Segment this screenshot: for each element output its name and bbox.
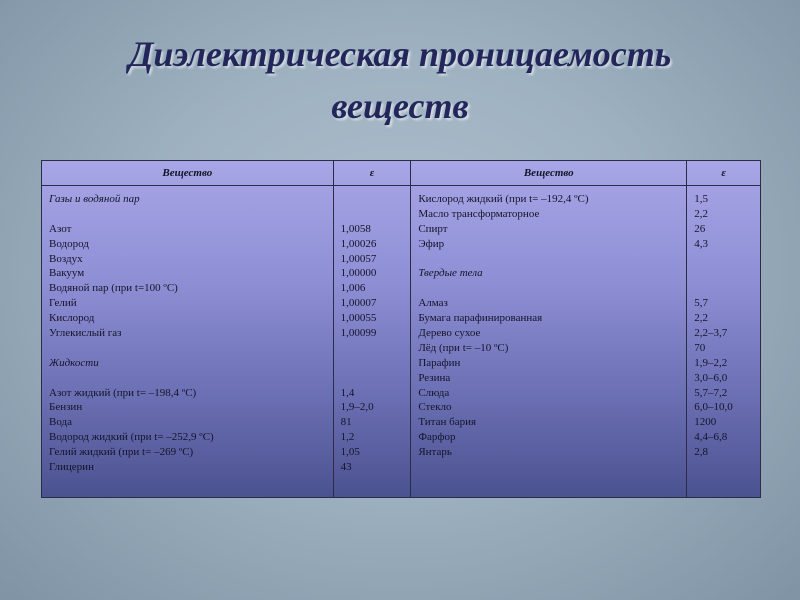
substance-name: Вакуум: [49, 267, 85, 280]
epsilon-value: 1,5: [694, 193, 708, 205]
spacer: [49, 371, 325, 386]
substance-name: Дерево сухое: [418, 327, 481, 340]
left-values-cell: [333, 186, 411, 498]
substance-name: Слюда: [418, 386, 450, 399]
epsilon-value: 43: [340, 461, 352, 474]
substance-name: Фарфор: [418, 431, 456, 444]
substance-name: Азот жидкий (при t= –198,4 ºС): [49, 386, 197, 399]
substance-name: Глицерин: [49, 461, 94, 474]
substance-name: Водяной пар (при t=100 ºС): [49, 282, 178, 295]
table-header-row: [42, 161, 760, 186]
epsilon-value: 1,0058: [340, 222, 371, 235]
slide-title: [0, 28, 800, 132]
header-epsilon-left: ε: [333, 161, 411, 186]
right-names-cell: [411, 186, 687, 498]
header-substance-left: Вещество: [42, 161, 333, 186]
epsilon-value: 1,00055: [340, 312, 377, 325]
substance-name: Вода: [49, 416, 72, 429]
epsilon-value: 2,8: [694, 446, 708, 459]
category-heading: Газы и водяной пар: [49, 193, 140, 205]
epsilon-value: 1,006: [340, 282, 366, 295]
epsilon-value: 4,3: [694, 237, 708, 250]
epsilon-value: [341, 356, 403, 371]
epsilon-value: 2,2: [694, 312, 708, 325]
substance-name: Кислород: [49, 312, 95, 325]
epsilon-value: [341, 192, 403, 207]
substance-name: Лёд (при t= –10 ºС): [418, 341, 509, 354]
title-line-1: Диэлектрическая проницаемость: [128, 34, 672, 74]
substance-name: Гелий жидкий (при t= –269 ºС): [49, 446, 194, 459]
substance-name: Бумага парафинированная: [418, 312, 543, 325]
substance-name: Гелий: [49, 297, 77, 310]
table-body-row: [42, 186, 760, 498]
substance-name: Углекислый газ: [49, 327, 122, 340]
epsilon-value: 70: [694, 341, 706, 354]
epsilon-value: 1,00026: [340, 237, 377, 250]
spacer: [341, 371, 403, 386]
substance-name: Масло трансформаторное: [418, 207, 540, 220]
title-line-2: веществ: [331, 86, 469, 126]
substance-name: Воздух: [49, 252, 83, 265]
right-values-cell: [687, 186, 760, 498]
header-substance-right: Вещество: [411, 161, 687, 186]
epsilon-value: 26: [694, 222, 706, 235]
substance-name: Стекло: [418, 401, 452, 414]
epsilon-value: 1,00007: [340, 297, 377, 310]
spacer: [418, 281, 678, 296]
epsilon-value: 1,9–2,2: [694, 356, 728, 369]
substance-name: Янтарь: [418, 446, 452, 459]
epsilon-value: 6,0–10,0: [694, 401, 733, 414]
substance-name: Спирт: [418, 222, 448, 235]
spacer: [49, 207, 325, 222]
substance-name: Кислород жидкий (при t= –192,4 ºС): [418, 193, 589, 205]
substance-name: Алмаз: [418, 297, 448, 310]
epsilon-value: 1,00057: [340, 252, 377, 265]
spacer: [418, 252, 678, 267]
epsilon-value: 1,00000: [340, 267, 377, 280]
substance-name: Парафин: [418, 356, 461, 369]
epsilon-value: 1,4: [340, 386, 355, 399]
epsilon-value: 1,00099: [340, 327, 377, 340]
epsilon-value: 1200: [694, 416, 717, 429]
substance-name: Водород: [49, 237, 89, 250]
epsilon-value: 2,2–3,7: [694, 327, 728, 340]
substance-name: Азот: [49, 222, 72, 235]
spacer: [49, 341, 325, 356]
substance-name: Бензин: [49, 401, 83, 414]
epsilon-value: 4,4–6,8: [694, 431, 728, 444]
epsilon-value: 1,2: [340, 431, 355, 444]
permittivity-table: [41, 160, 761, 498]
substance-name: Титан бария: [418, 416, 477, 429]
spacer: [341, 341, 403, 356]
category-heading: Жидкости: [49, 356, 99, 369]
spacer: [694, 281, 752, 296]
epsilon-value: 3,0–6,0: [694, 371, 728, 384]
substance-name: Эфир: [418, 237, 445, 250]
epsilon-value: 2,2: [694, 207, 708, 220]
epsilon-value: 1,05: [340, 446, 360, 459]
epsilon-value: 81: [340, 416, 352, 429]
category-heading: Твердые тела: [418, 267, 483, 280]
header-epsilon-right: ε: [687, 161, 760, 186]
spacer: [341, 207, 403, 222]
epsilon-value: 5,7–7,2: [694, 386, 728, 399]
spacer: [694, 252, 752, 267]
left-names-cell: [42, 186, 333, 498]
data-table: [42, 161, 760, 497]
epsilon-value: 5,7: [694, 297, 708, 310]
epsilon-value: 1,9–2,0: [340, 401, 374, 414]
epsilon-value: [694, 266, 752, 281]
substance-name: Резина: [418, 371, 451, 384]
substance-name: Водород жидкий (при t= –252,9 ºС): [49, 431, 214, 444]
